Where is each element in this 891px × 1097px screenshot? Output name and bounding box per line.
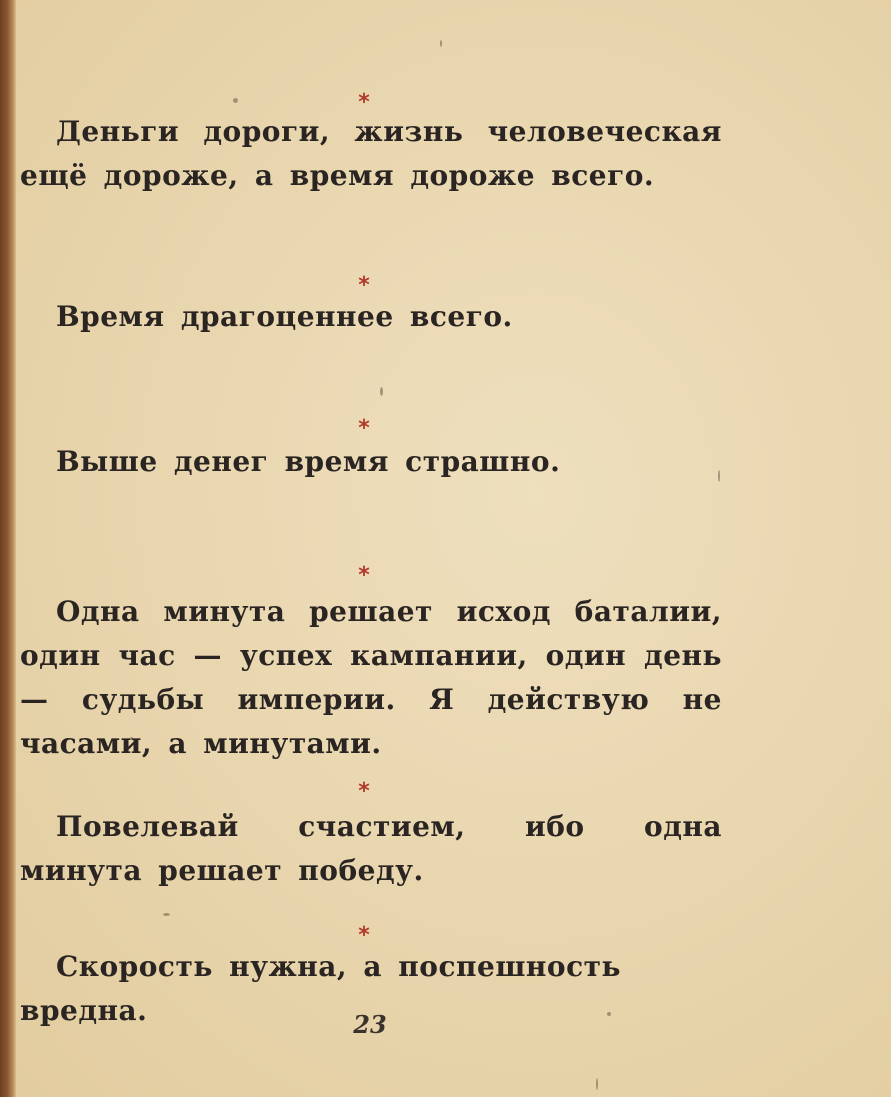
divider-asterisk: *	[358, 416, 370, 441]
divider-asterisk: *	[358, 90, 370, 115]
page-number: 23	[353, 1010, 387, 1039]
maxim-paragraph: Выше денег время страшно.	[56, 445, 561, 478]
paper-speck	[596, 1078, 598, 1090]
book-spine-edge	[0, 0, 16, 1097]
divider-asterisk: *	[358, 273, 370, 298]
maxim-paragraph: Повелевай счастием, ибо одна минута решает победу.	[20, 810, 722, 887]
paper-speck	[163, 913, 170, 916]
paper-speck	[233, 98, 238, 103]
maxim-paragraph: Время драгоценнее всего.	[56, 300, 513, 333]
divider-asterisk: *	[358, 563, 370, 588]
maxim-paragraph: Одна минута решает исход баталии, один час — успех кампании, один день — судьбы империи. Я действую не часами, а минутами.	[20, 595, 722, 760]
paper-speck	[380, 387, 383, 396]
divider-asterisk: *	[358, 779, 370, 804]
maxim-paragraph: Скорость нужна, а поспешность вредна.	[20, 950, 621, 1027]
paper-speck	[440, 40, 442, 47]
divider-asterisk: *	[358, 923, 370, 948]
maxim-paragraph: Деньги дороги, жизнь человеческая ещё дороже, а время дороже всего.	[20, 115, 722, 192]
